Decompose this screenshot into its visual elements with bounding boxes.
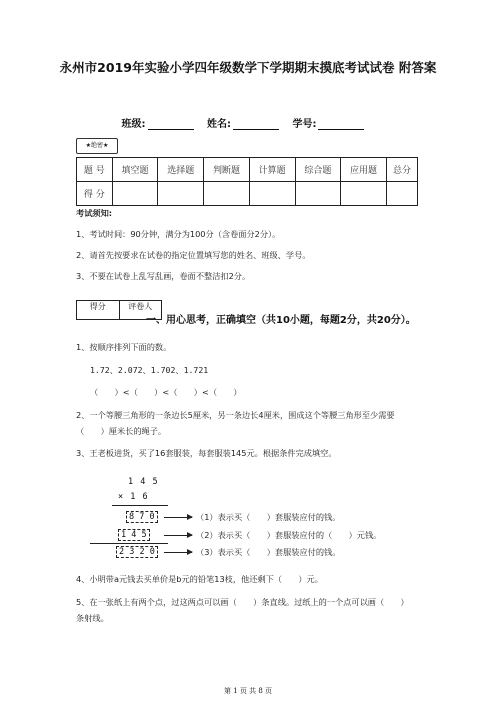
calc-partial-2: 1 4 5: [118, 529, 150, 541]
score-cell[interactable]: [112, 182, 158, 206]
score-cell[interactable]: [341, 182, 387, 206]
section-heading: 一、用心思考，正确填空（共10小题，每题2分，共20分）。: [146, 315, 416, 326]
score-cell[interactable]: [204, 182, 250, 206]
question-2: 2、一个等腰三角形的一条边长5厘米，另一条边长4厘米，围成这个等腰三角形至少需要: [76, 410, 395, 420]
calc-partial-1: 8 7 0: [126, 511, 158, 523]
question-5[interactable]: 5、在一张纸上有两个点，过这两点可以画（ ）条直线。过纸上的一个点可以画（ ）: [76, 597, 409, 607]
score-table: [76, 157, 418, 206]
notice-item: 1、考试时间：90分钟，满分为100分（含卷面分2分）。: [76, 229, 281, 239]
score-cell[interactable]: [386, 182, 417, 206]
calc-note[interactable]: （3）表示买（ ）套服装应付的钱。: [196, 547, 341, 557]
question-1-blanks[interactable]: （ ）<（ ）<（ ）<（ ）: [90, 387, 242, 397]
page-footer: 第 1 页 共 8 页: [223, 687, 273, 695]
question-2-cont[interactable]: （ ）厘米长的绳子。: [76, 426, 167, 436]
score-table-score-row: [77, 182, 418, 206]
calc-line: [90, 543, 168, 544]
secret-stamp: ★绝密★: [76, 138, 118, 154]
notice-item: 3、不要在试卷上乱写乱画，卷面不整洁扣2分。: [76, 271, 251, 281]
score-cell[interactable]: [158, 182, 204, 206]
score-table-header-row: [77, 158, 418, 182]
calc-result: 2 3 2 0: [116, 546, 158, 558]
score-header-cell: 判断题: [204, 158, 250, 182]
question-1: 1、按顺序排列下面的数。: [76, 342, 172, 352]
question-3: 3、王老板进货，买了16套服装，每套服装145元。根据条件完成填空。: [76, 448, 337, 458]
student-info: [0, 115, 496, 130]
question-4[interactable]: 4、小明带a元钱去买单价是b元的铅笔13枝，他还剩下（ ）元。: [76, 574, 323, 584]
arrow-icon: [164, 535, 192, 536]
grader-name-label: 评卷人: [128, 302, 153, 311]
exam-title: 永州市2019年实验小学四年级数学下学期期末摸底考试试卷 附答案: [59, 60, 437, 75]
class-label: 班级:: [121, 119, 146, 130]
calc-line: [112, 505, 168, 506]
notice-heading: 考试须知:: [76, 208, 113, 218]
calc-note[interactable]: （1）表示买（ ）套服装应付的钱。: [196, 512, 341, 522]
grader-score-label: 得分: [77, 301, 120, 319]
score-header-cell: 总分: [386, 158, 417, 182]
score-cell[interactable]: [249, 182, 295, 206]
score-cell[interactable]: [295, 182, 341, 206]
arrow-icon: [164, 517, 192, 518]
score-header-cell: 题 号: [77, 158, 113, 182]
score-header-cell: 选择题: [158, 158, 204, 182]
calc-multiplier: × 1 6: [118, 492, 149, 502]
question-1-numbers: 1.72、2.072、1.702、1.721: [90, 365, 209, 375]
notice-item: 2、请首先按要求在试卷的指定位置填写您的姓名、班级、学号。: [76, 250, 311, 260]
name-field[interactable]: [233, 119, 279, 130]
student-id-field[interactable]: [318, 119, 364, 130]
name-label: 姓名:: [207, 119, 231, 130]
student-id-label: 学号:: [292, 119, 317, 130]
score-row-label: 得 分: [77, 182, 113, 206]
score-header-cell: 填空题: [112, 158, 158, 182]
class-field[interactable]: [148, 119, 194, 130]
score-header-cell: 应用题: [341, 158, 387, 182]
calc-note[interactable]: （2）表示买（ ）套服装应付的（ ）元钱。: [196, 530, 382, 540]
score-header-cell: 综合题: [295, 158, 341, 182]
calc-multiplicand: 1 4 5: [128, 477, 159, 487]
question-5-cont: 条射线。: [76, 613, 109, 623]
arrow-icon: [164, 552, 192, 553]
score-header-cell: 计算题: [249, 158, 295, 182]
